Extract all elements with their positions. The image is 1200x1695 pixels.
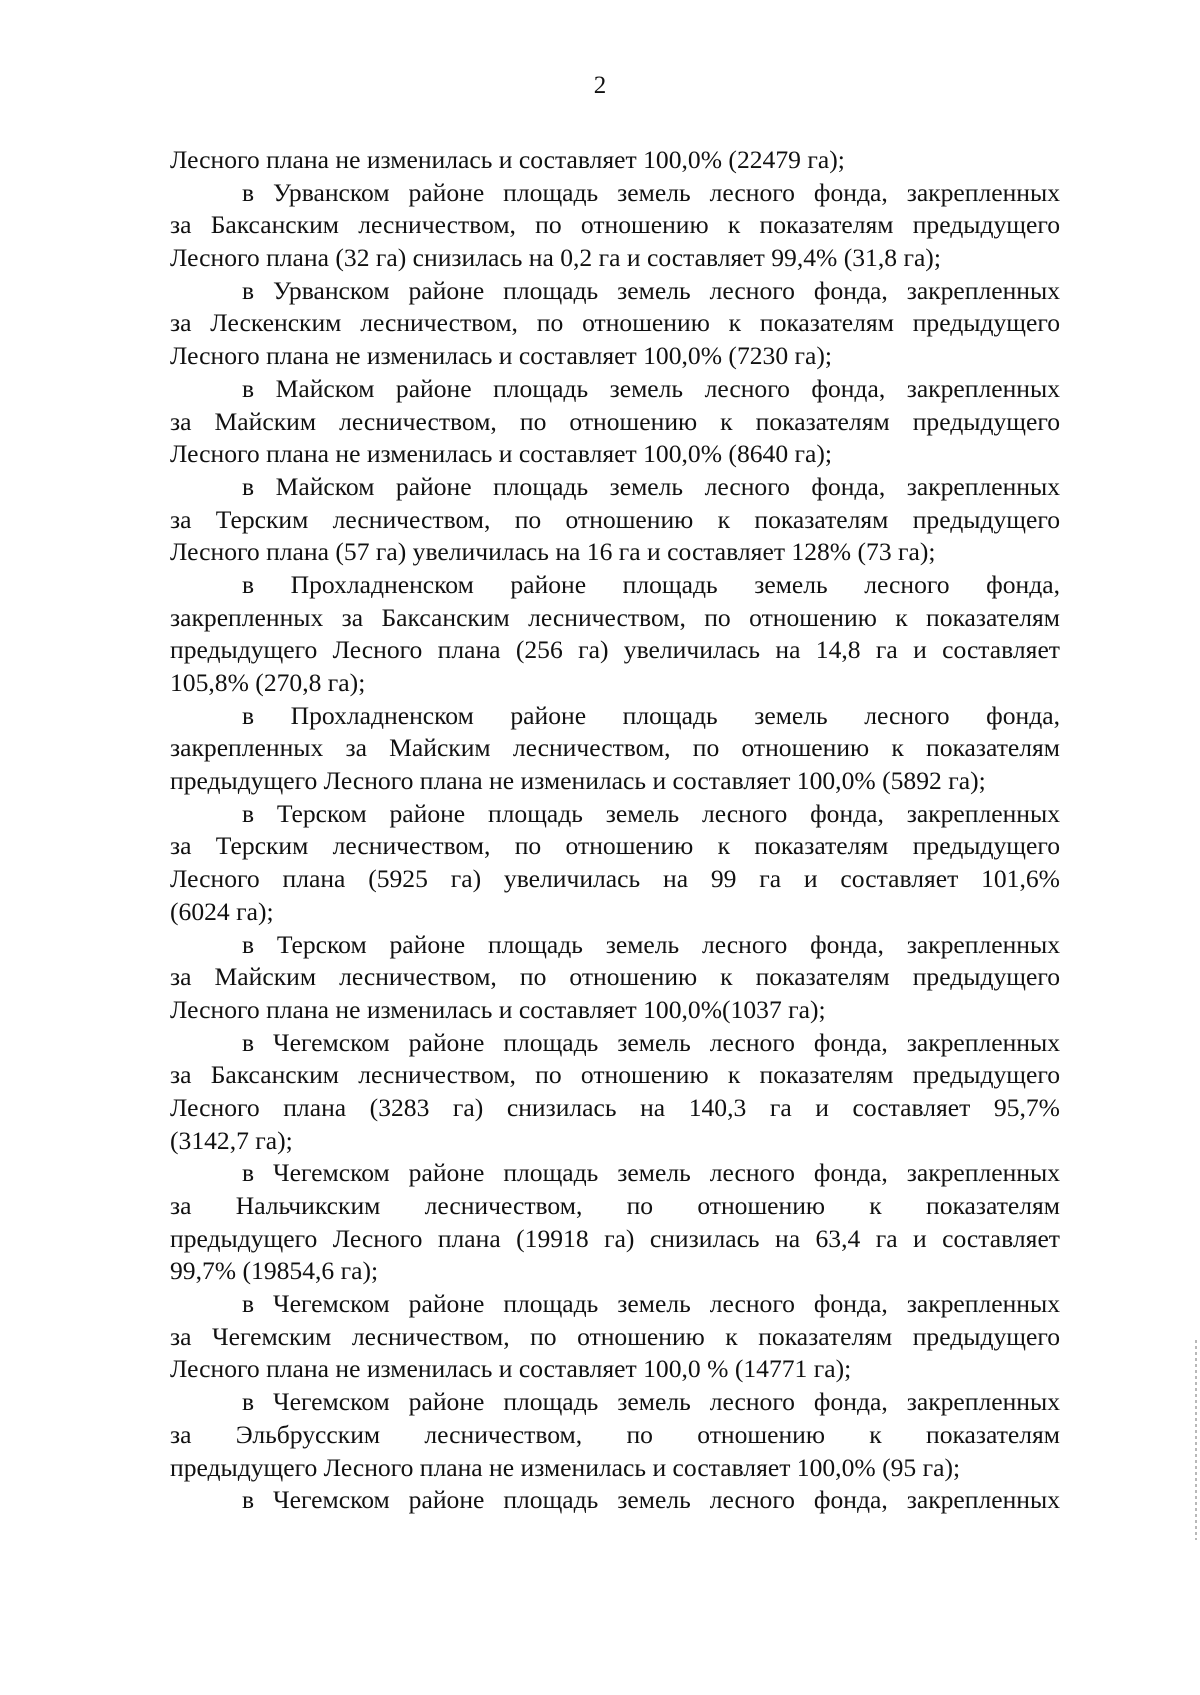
text-line: Лесного плана (3283 га) снизилась на 140,3 га и составляет 95,7%: [170, 1092, 1060, 1122]
text-line: за Майским лесничеством, по отношению к показателям предыдущего: [170, 406, 1060, 436]
scan-edge-artifact: [1195, 1340, 1197, 1540]
text-line: закрепленных за Баксанским лесничеством, по отношению к показателям: [170, 602, 1060, 632]
text-line: Лесного плана (32 га) снизилась на 0,2 га и составляет 99,4% (31,8 га);: [170, 243, 941, 273]
text-line: Лесного плана не изменилась и составляет 100,0 % (14771 га);: [170, 1354, 852, 1384]
text-line: в Чегемском районе площадь земель лесного фонда, закрепленных: [242, 1027, 1060, 1057]
text-line: за Терским лесничеством, по отношению к показателям предыдущего: [170, 831, 1060, 861]
text-line: Лесного плана не изменилась и составляет 100,0%(1037 га);: [170, 994, 826, 1024]
text-line: за Терским лесничеством, по отношению к показателям предыдущего: [170, 504, 1060, 534]
text-line: в Прохладненском районе площадь земель лесного фонда,: [242, 700, 1060, 730]
text-line: (6024 га);: [170, 896, 274, 926]
text-line: за Баксанским лесничеством, по отношению к показателям предыдущего: [170, 210, 1060, 240]
text-line: в Чегемском районе площадь земель лесного фонда, закрепленных: [242, 1289, 1060, 1319]
text-line: Лесного плана (5925 га) увеличилась на 99 га и составляет 101,6%: [170, 864, 1060, 894]
text-line: (3142,7 га);: [170, 1125, 293, 1155]
text-line: предыдущего Лесного плана (256 га) увеличилась на 14,8 га и составляет: [170, 635, 1060, 665]
text-line: предыдущего Лесного плана не изменилась и составляет 100,0% (5892 га);: [170, 766, 986, 796]
text-line: в Терском районе площадь земель лесного фонда, закрепленных: [242, 929, 1060, 959]
text-line: предыдущего Лесного плана не изменилась и составляет 100,0% (95 га);: [170, 1452, 961, 1482]
text-line: за Лескенским лесничеством, по отношению к показателям предыдущего: [170, 308, 1060, 338]
text-line: за Эльбрусским лесничеством, по отношению к показателям: [170, 1419, 1060, 1449]
text-line: 105,8% (270,8 га);: [170, 668, 366, 697]
text-line: за Нальчикским лесничеством, по отношению к показателям: [170, 1191, 1060, 1220]
text-line: Лесного плана не изменилась и составляет 100,0% (8640 га);: [170, 439, 833, 469]
text-line: за Чегемским лесничеством, по отношению к показателям предыдущего: [170, 1321, 1060, 1351]
text-line: Лесного плана (57 га) увеличилась на 16 га и составляет 128% (73 га);: [170, 537, 936, 567]
text-line: в Урванском районе площадь земель лесного фонда, закрепленных: [242, 177, 1060, 207]
text-line: в Чегемском районе площадь земель лесного фонда, закрепленных: [242, 1485, 1060, 1515]
text-line: в Терском районе площадь земель лесного фонда, закрепленных: [242, 798, 1060, 828]
text-line: в Майском районе площадь земель лесного фонда, закрепленных: [242, 373, 1060, 403]
text-line: в Чегемском районе площадь земель лесного фонда, закрепленных: [242, 1158, 1060, 1188]
text-line: закрепленных за Майским лесничеством, по отношению к показателям: [170, 733, 1060, 763]
text-line: предыдущего Лесного плана (19918 га) снизилась на 63,4 га и составляет: [170, 1223, 1060, 1253]
text-line: в Урванском районе площадь земель лесного фонда, закрепленных: [242, 275, 1060, 305]
document-body: [170, 144, 1060, 1517]
text-line: Лесного плана не изменилась и составляет 100,0% (22479 га);: [170, 145, 845, 174]
text-line: 99,7% (19854,6 га);: [170, 1256, 379, 1286]
text-line: за Майским лесничеством, по отношению к показателям предыдущего: [170, 962, 1060, 992]
text-line: в Прохладненском районе площадь земель лесного фонда,: [242, 569, 1060, 599]
page-number: 2: [593, 72, 607, 99]
text-line: Лесного плана не изменилась и составляет 100,0% (7230 га);: [170, 341, 833, 371]
text-line: в Майском районе площадь земель лесного фонда, закрепленных: [242, 471, 1060, 501]
text-line: в Чегемском районе площадь земель лесного фонда, закрепленных: [242, 1387, 1060, 1417]
text-line: за Баксанским лесничеством, по отношению к показателям предыдущего: [170, 1060, 1060, 1090]
